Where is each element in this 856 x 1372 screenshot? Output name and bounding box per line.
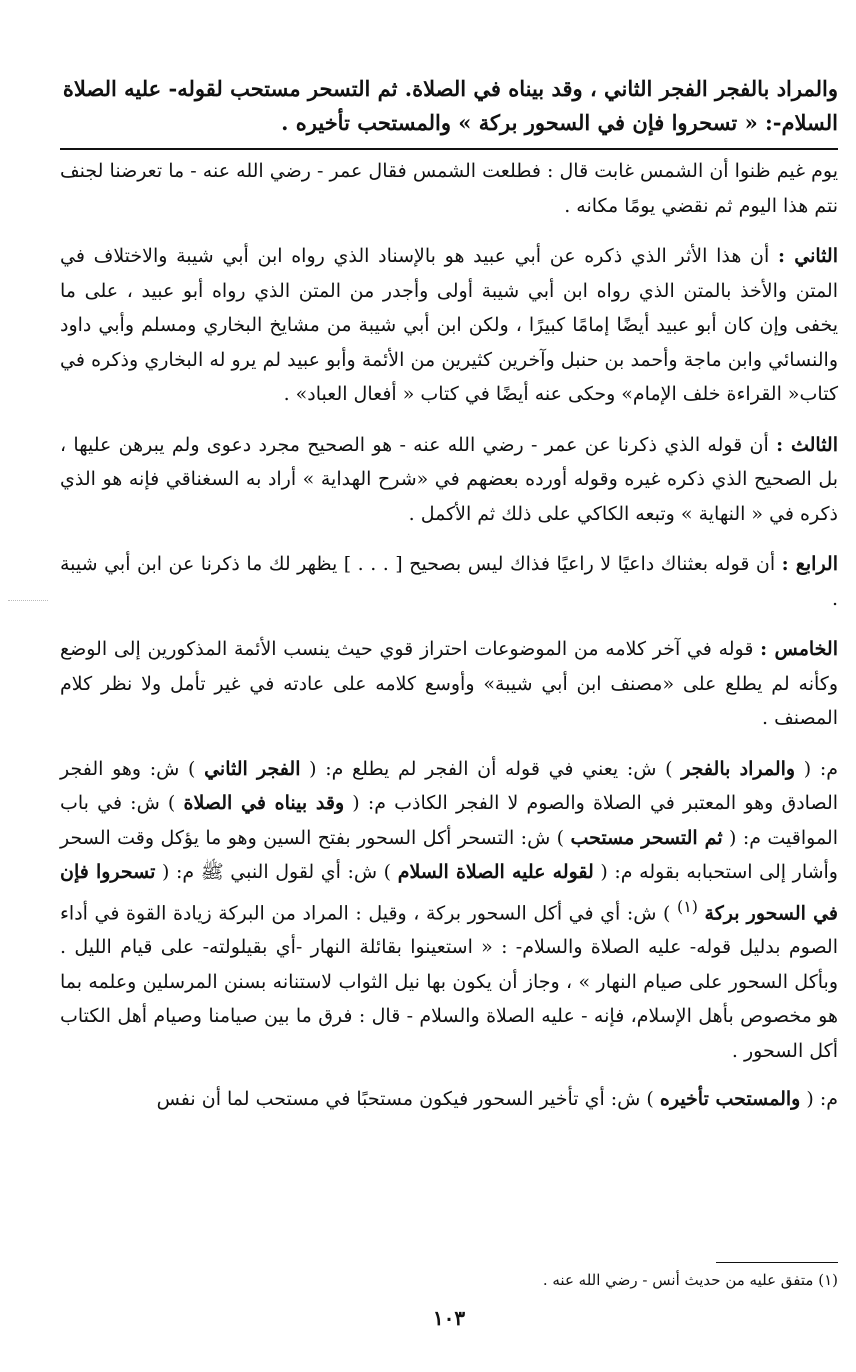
paragraph-text: أن قوله بعثناك داعيًا لا راعيًا فذاك ليس بصحيح [ . . . ] يظهر لك ما ذكرنا عن ابن أبي شيبة . <box>60 553 838 610</box>
paragraph-text: قوله في آخر كلامه من الموضوعات احتراز قوي حيث ينسب الأئمة المذكورين إلى الوضع وكأنه لم يطلع على «مصنف ابن أبي شيبة» وأوسع كلامه على عادته في غير تأمل ولا نظر كلام المصنف . <box>60 638 838 729</box>
commentary-text: ) ش: أي لقول النبي ﷺ م: ( <box>162 861 392 883</box>
paragraph-1: يوم غيم ظنوا أن الشمس غابت قال : فطلعت الشمس فقال عمر - رضي الله عنه - ما تعرضنا لجنف نتم هذا اليوم ثم نقضي يومًا مكانه . <box>60 160 838 217</box>
commentary-text: ) ش: التسحر أكل السحور بفتح السين وهو ما يؤكل وقت السحر وأشار إلى استحبابه بقوله م: ( <box>60 826 838 883</box>
paragraph-label: الخامس : <box>760 638 838 660</box>
footnote-reference[interactable]: (١) <box>677 896 698 916</box>
commentary-text: ) ش: أي تأخير السحور فيكون مستحبًا في مستحب لما أن نفس <box>156 1088 654 1111</box>
paragraph-label: الثالث : <box>776 433 839 456</box>
commentary-text: م: ( <box>806 1088 838 1111</box>
footnote: (١) متفق عليه من حديث أنس - رضي الله عنه . <box>542 1271 838 1289</box>
paragraph-text: أن هذا الأثر الذي ذكره عن أبي عبيد هو بالإسناد الذي رواه ابن أبي شيبة والاختلاف في المتن والأخذ بالمتن الذي رواه ابن أبي شيبة أولى وأجدر من المتن الذي رواه أبو عبيد ، على ما يخفى وإن كان أبو عبيد أيضًا إمامًا كبيرًا ، ولكن ابن أبي شيبة من مشايخ البخاري ومسلم وأبي داود والنسائي وابن ماجة وأحمد بن حنبل وآخرين كثيرين من الأئمة وأبو عبيد لم يرو له البخاري وذكره في كتاب« القراءة خلف الإمام» وحكى عنه أيضًا في كتاب « أفعال العباد» . <box>60 245 838 405</box>
quoted-matn: تسحروا فإن في السحور بركة <box>60 861 838 924</box>
commentary-text: ) ش: وهو الفجر الصادق وهو المعتبر في الصلاة والصوم لا الفجر الكاذب م: ( <box>60 757 839 814</box>
matn-text <box>60 72 838 140</box>
quoted-matn: لقوله عليه الصلاة السلام <box>397 861 594 883</box>
paragraph-label: الثاني : <box>777 245 838 267</box>
paragraph-second <box>60 239 838 412</box>
commentary-text: م: ( <box>803 757 839 780</box>
quoted-matn: ثم التسحر مستحب <box>570 826 723 849</box>
paragraph-text: أن قوله الذي ذكرنا عن عمر - رضي الله عنه - هو الصحيح مجرد دعوى ولم يبرهن عليها ، بل الصحيح الذي ذكره غيره وقوله أورده بعضهم في «شرح الهداية » أراد به السغناقي فإنه هو الذي ذكره في « النهاية » وتبعه الكاكي على ذلك ثم الأكمل . <box>60 433 838 525</box>
paragraph-fifth <box>60 632 838 736</box>
scan-artifact <box>8 600 48 601</box>
book-page <box>60 72 838 1372</box>
commentary-paragraph-1 <box>60 752 838 1069</box>
quoted-matn: والمستحب تأخيره <box>659 1088 801 1111</box>
footnote-separator <box>716 1262 838 1263</box>
paragraph-fourth <box>60 547 838 616</box>
matn-separator <box>60 148 838 150</box>
paragraph-label: الرابع : <box>781 553 838 575</box>
commentary-text: ) ش: أي في أكل السحور بركة ، وقيل : المراد من البركة زيادة القوة في أداء الصوم بدليل قوله- عليه الصلاة والسلام- : « استعينوا بقائلة النهار -أي بقيلولته- على قيام الليل . وبأكل السحور على صيام النهار » ، وجاز أن يكون بها نيل الثواب لاستنانه بسنن المرسلين وعلمه بما هو مخصوص بأهل الإسلام، فإنه - عليه الصلاة والسلام - قال : فرق ما بين صيامنا وصيام أهل الكتاب أكل السحور . <box>60 901 838 1062</box>
commentary-text: ) ش: في باب المواقيت م: ( <box>60 792 838 849</box>
page-number: ١٠٣ <box>432 1306 466 1330</box>
quoted-matn: والمراد بالفجر <box>681 757 796 780</box>
paragraph-third <box>60 428 838 532</box>
quoted-matn: وقد بيناه في الصلاة <box>183 792 345 814</box>
matn-line-2: السلام-: « تسحروا فإن في السحور بركة » والمستحب تأخيره . <box>281 110 838 135</box>
quoted-matn: الفجر الثاني <box>204 757 301 780</box>
commentary-text: ) ش: يعني في قوله أن الفجر لم يطلع م: ( <box>309 757 673 780</box>
matn-line-1: والمراد بالفجر الفجر الثاني ، وقد بيناه في الصلاة. ثم التسحر مستحب لقوله- عليه الصلاة <box>62 76 838 101</box>
commentary-paragraph-2 <box>60 1082 838 1117</box>
